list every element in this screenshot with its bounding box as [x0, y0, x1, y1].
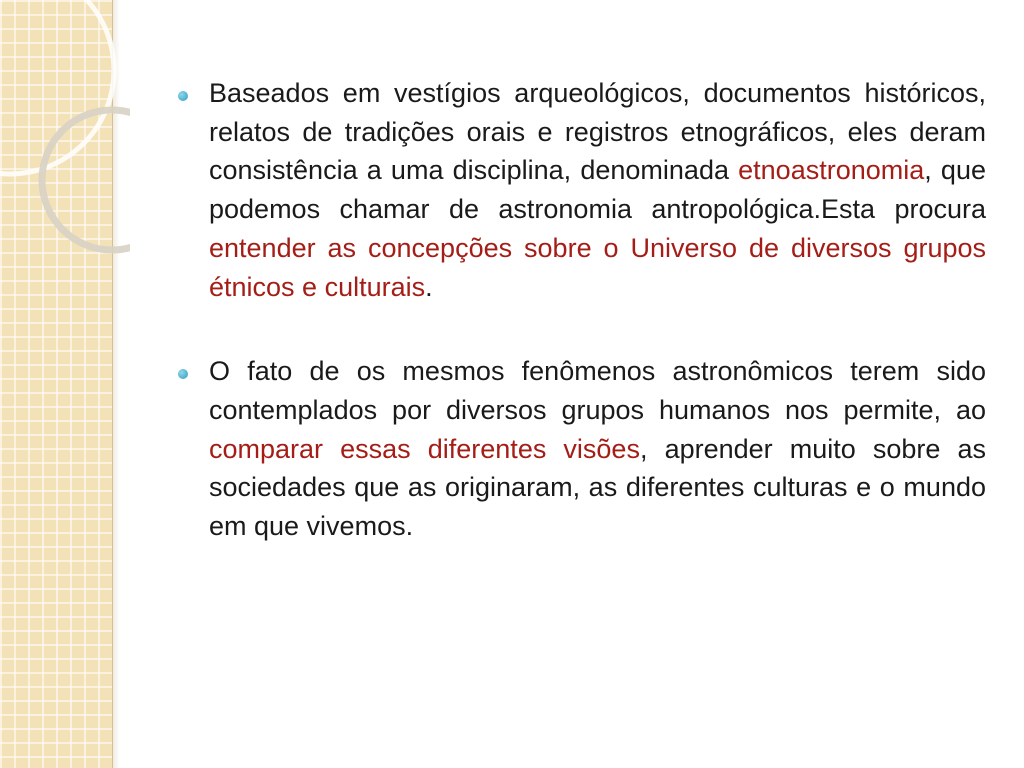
text-segment: , aprender muito sobre as sociedades que as originaram, as diferentes culturas e o mundo em que vivemos.: [209, 433, 987, 542]
circle-bullet-icon: [178, 369, 188, 379]
circle-bullet-icon: [178, 91, 188, 101]
decorative-ring-small: [42, 110, 130, 250]
text-segment: .: [425, 271, 433, 302]
decorative-rings: [0, 0, 130, 330]
highlight-term-etnoastronomia: etnoastronomia: [738, 155, 925, 186]
slide-content: [176, 74, 986, 592]
bullet-item: [176, 352, 986, 546]
text-segment: Baseados em vestígios arqueológicos, documentos históricos, relatos de tradições orais e registros etnográficos, eles deram consistência a uma disciplina, denominada: [209, 78, 986, 186]
bullet-text: [209, 352, 986, 546]
highlight-phrase: entender as concepções sobre o Universo de diversos grupos étnicos e culturais: [209, 232, 986, 302]
bullet-item: [176, 74, 986, 306]
decorative-ring-large: [0, 0, 114, 174]
bullet-text: [209, 74, 986, 306]
text-segment: O fato de os mesmos fenômenos astronômicos terem sido contemplados por diversos grupos humanos nos permite, ao: [209, 356, 986, 425]
highlight-phrase: comparar essas diferentes visões: [209, 433, 640, 464]
text-segment: , que podemos chamar de astronomia antropológica.Esta procura: [209, 155, 986, 225]
